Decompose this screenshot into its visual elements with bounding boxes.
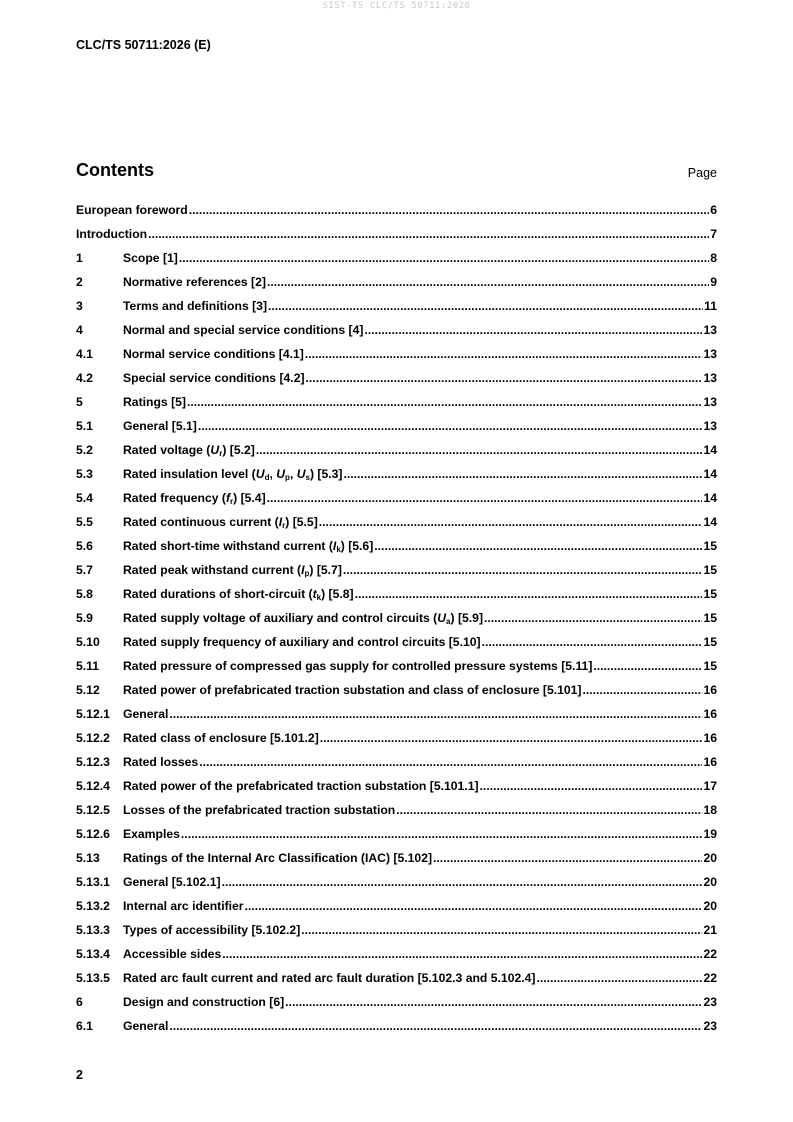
toc-dot-leader bbox=[148, 227, 709, 241]
toc-dot-leader bbox=[199, 755, 702, 769]
toc-entry-title: Rated short-time withstand current $(I_k)$ [5.6] bbox=[123, 539, 374, 554]
toc-entry-title: Normative references [2] bbox=[123, 275, 266, 289]
toc-entry-number: 5.4 bbox=[76, 491, 93, 505]
toc-dot-leader bbox=[593, 659, 702, 673]
toc-entry-page: 18 bbox=[703, 803, 717, 817]
toc-entry-page: 15 bbox=[703, 563, 717, 577]
toc-entry[interactable] bbox=[76, 995, 717, 1019]
toc-entry[interactable] bbox=[76, 635, 717, 659]
toc-entry-title: General [5.1] bbox=[123, 419, 197, 433]
toc-entry[interactable] bbox=[76, 539, 717, 563]
toc-entry-number: 5.13.2 bbox=[76, 899, 110, 913]
toc-entry[interactable] bbox=[76, 827, 717, 851]
toc-entry-number: 5 bbox=[76, 395, 83, 409]
toc-entry-number: 5.13 bbox=[76, 851, 100, 865]
toc-entry[interactable] bbox=[76, 611, 717, 635]
toc-entry-number: 6 bbox=[76, 995, 83, 1009]
toc-entry[interactable] bbox=[76, 347, 717, 371]
toc-entry[interactable] bbox=[76, 755, 717, 779]
toc-entry-page: 20 bbox=[703, 851, 717, 865]
toc-entry-number: 5.12.4 bbox=[76, 779, 110, 793]
toc-entry-page: 15 bbox=[703, 611, 717, 625]
toc-entry-page: 9 bbox=[710, 275, 717, 289]
toc-entry[interactable] bbox=[76, 707, 717, 731]
toc-dot-leader bbox=[343, 563, 703, 577]
toc-entry-page: 8 bbox=[710, 251, 717, 265]
toc-entry-number: 5.9 bbox=[76, 611, 93, 625]
toc-entry-page: 15 bbox=[703, 587, 717, 601]
toc-entry-page: 16 bbox=[703, 755, 717, 769]
watermark: SIST-TS CLC/TS 50711:2026 bbox=[322, 1, 471, 11]
toc-dot-leader bbox=[245, 899, 703, 913]
toc-entry-page: 19 bbox=[703, 827, 717, 841]
toc-dot-leader bbox=[285, 995, 702, 1009]
toc-entry-number: 5.13.4 bbox=[76, 947, 110, 961]
toc-entry-page: 14 bbox=[703, 515, 717, 529]
toc-entry-page: 15 bbox=[703, 659, 717, 673]
toc-entry-page: 22 bbox=[703, 947, 717, 961]
toc-entry-number: 5.13.1 bbox=[76, 875, 110, 889]
toc-entry-number: 5.1 bbox=[76, 419, 93, 433]
toc-dot-leader bbox=[480, 779, 703, 793]
page-number: 2 bbox=[76, 1068, 83, 1082]
page-column-label: Page bbox=[687, 166, 717, 180]
toc-entry-title: General [5.102.1] bbox=[123, 875, 221, 889]
toc-entry-number: 3 bbox=[76, 299, 83, 313]
toc-entry-page: 21 bbox=[703, 923, 717, 937]
toc-dot-leader bbox=[484, 611, 702, 625]
toc-dot-leader bbox=[169, 707, 702, 721]
toc-entry-number: 5.12.1 bbox=[76, 707, 110, 721]
toc-entry[interactable] bbox=[76, 203, 717, 227]
toc-entry-page: 17 bbox=[703, 779, 717, 793]
toc-entry-number: 5.12.2 bbox=[76, 731, 110, 745]
toc-entry[interactable] bbox=[76, 779, 717, 803]
toc-entry-number: 5.2 bbox=[76, 443, 93, 457]
toc-entry-page: 23 bbox=[703, 1019, 717, 1033]
toc-entry-title: Special service conditions [4.2] bbox=[123, 371, 305, 385]
toc-entry-page: 13 bbox=[703, 347, 717, 361]
toc-entry[interactable] bbox=[76, 971, 717, 995]
toc-entry-title: Rated supply voltage of auxiliary and control circuits $(U_a)$ [5.9] bbox=[123, 611, 484, 626]
toc-entry-page: 22 bbox=[703, 971, 717, 985]
toc-entry-number: 5.13.5 bbox=[76, 971, 110, 985]
document-id: CLC/TS 50711:2026 (E) bbox=[76, 38, 211, 52]
toc-entry-title: Ratings of the Internal Arc Classification (IAC) [5.102] bbox=[123, 851, 433, 865]
toc-dot-leader bbox=[536, 971, 702, 985]
toc-dot-leader bbox=[181, 827, 703, 841]
toc-entry-number: 4 bbox=[76, 323, 83, 337]
toc-entry-title: European foreword bbox=[76, 203, 188, 217]
toc-entry-title: Rated peak withstand current $(I_p)$ [5.7] bbox=[123, 563, 342, 578]
toc-entry-page: 16 bbox=[703, 707, 717, 721]
toc-entry-number: 5.12 bbox=[76, 683, 100, 697]
toc-entry-page: 13 bbox=[703, 371, 717, 385]
toc-dot-leader bbox=[187, 395, 702, 409]
toc-entry[interactable] bbox=[76, 227, 717, 251]
toc-entry-title: Normal service conditions [4.1] bbox=[123, 347, 304, 361]
toc-entry[interactable] bbox=[76, 251, 717, 275]
toc-entry[interactable] bbox=[76, 803, 717, 827]
toc-dot-leader bbox=[179, 251, 709, 265]
toc-entry[interactable] bbox=[76, 659, 717, 683]
toc-dot-leader bbox=[364, 323, 702, 337]
toc-dot-leader bbox=[433, 851, 702, 865]
toc-entry-number: 5.8 bbox=[76, 587, 93, 601]
toc-entry-number: 5.11 bbox=[76, 659, 100, 673]
toc-entry-title: Rated continuous current $(I_r)$ [5.5] bbox=[123, 515, 318, 530]
toc-dot-leader bbox=[169, 1019, 702, 1033]
toc-entry-number: 2 bbox=[76, 275, 83, 289]
toc-entry-title: Ratings [5] bbox=[123, 395, 186, 409]
toc-entry-title: Rated losses bbox=[123, 755, 199, 769]
toc-entry-title: Examples bbox=[123, 827, 180, 841]
toc-entry[interactable] bbox=[76, 323, 717, 347]
toc-entry-page: 13 bbox=[703, 419, 717, 433]
toc-entry-title: Types of accessibility [5.102.2] bbox=[123, 923, 301, 937]
toc-dot-leader bbox=[320, 731, 703, 745]
toc-entry-title: Scope [1] bbox=[123, 251, 178, 265]
toc-entry-title: Rated insulation level ($U_d$, $U_p$, $U_s$) [5.3] bbox=[123, 467, 343, 482]
toc-entry-number: 5.7 bbox=[76, 563, 93, 577]
toc-dot-leader bbox=[222, 947, 702, 961]
toc-entry[interactable] bbox=[76, 395, 717, 419]
toc-dot-leader bbox=[198, 419, 703, 433]
toc-entry-number: 4.1 bbox=[76, 347, 93, 361]
toc-entry-title: Rated durations of short-circuit $(t_k)$ [5.8] bbox=[123, 587, 354, 602]
toc-entry[interactable] bbox=[76, 563, 717, 587]
toc-entry[interactable] bbox=[76, 299, 717, 323]
toc-entry-page: 23 bbox=[703, 995, 717, 1009]
toc-dot-leader bbox=[482, 635, 703, 649]
toc-entry-title: Rated pressure of compressed gas supply for controlled pressure systems [5.11] bbox=[123, 659, 593, 673]
toc-dot-leader bbox=[268, 299, 703, 313]
toc-entry-page: 15 bbox=[703, 539, 717, 553]
toc-entry[interactable] bbox=[76, 923, 717, 947]
toc-dot-leader bbox=[396, 803, 702, 817]
toc-entry-page: 7 bbox=[710, 227, 717, 241]
toc-entry[interactable] bbox=[76, 683, 717, 707]
toc-entry-title: Losses of the prefabricated traction substation bbox=[123, 803, 396, 817]
toc-entry[interactable] bbox=[76, 1019, 717, 1043]
toc-entry-page: 16 bbox=[703, 731, 717, 745]
toc-dot-leader bbox=[355, 587, 703, 601]
toc-entry-number: 5.12.3 bbox=[76, 755, 110, 769]
toc-entry-title: Rated frequency $(f_r)$ [5.4] bbox=[123, 491, 266, 506]
toc-entry-title: Accessible sides bbox=[123, 947, 222, 961]
toc-entry[interactable] bbox=[76, 875, 717, 899]
toc-entry-page: 11 bbox=[704, 299, 717, 313]
toc-entry[interactable] bbox=[76, 371, 717, 395]
toc-entry-number: 5.12.6 bbox=[76, 827, 110, 841]
toc-entry[interactable] bbox=[76, 731, 717, 755]
toc-dot-leader bbox=[267, 491, 703, 505]
toc-entry-title: Rated supply frequency of auxiliary and control circuits [5.10] bbox=[123, 635, 481, 649]
toc-entry[interactable] bbox=[76, 899, 717, 923]
toc-entry-title: Design and construction [6] bbox=[123, 995, 285, 1009]
toc-entry[interactable] bbox=[76, 947, 717, 971]
toc-entry-number: 5.6 bbox=[76, 539, 93, 553]
toc-entry-number: 4.2 bbox=[76, 371, 93, 385]
toc-entry-page: 14 bbox=[703, 467, 717, 481]
toc-entry-title: Rated class of enclosure [5.101.2] bbox=[123, 731, 319, 745]
toc-dot-leader bbox=[344, 467, 703, 481]
toc-dot-leader bbox=[267, 275, 709, 289]
toc-entry-page: 13 bbox=[703, 323, 717, 337]
table-of-contents bbox=[76, 203, 717, 1043]
toc-entry-page: 14 bbox=[703, 443, 717, 457]
toc-entry-page: 20 bbox=[703, 875, 717, 889]
toc-entry-number: 1 bbox=[76, 251, 83, 265]
toc-dot-leader bbox=[189, 203, 709, 217]
toc-entry-number: 5.5 bbox=[76, 515, 93, 529]
toc-entry-page: 14 bbox=[703, 491, 717, 505]
toc-entry-title: Rated power of prefabricated traction substation and class of enclosure [5.101] bbox=[123, 683, 582, 697]
toc-entry-title: Rated power of the prefabricated traction substation [5.101.1] bbox=[123, 779, 479, 793]
toc-entry-title: General bbox=[123, 1019, 169, 1033]
toc-entry[interactable] bbox=[76, 443, 717, 467]
toc-dot-leader bbox=[256, 443, 703, 457]
toc-entry-page: 15 bbox=[703, 635, 717, 649]
toc-entry[interactable] bbox=[76, 587, 717, 611]
toc-entry-number: 6.1 bbox=[76, 1019, 93, 1033]
toc-entry-title: Internal arc identifier bbox=[123, 899, 244, 913]
toc-entry[interactable] bbox=[76, 467, 717, 491]
toc-entry[interactable] bbox=[76, 491, 717, 515]
toc-dot-leader bbox=[306, 371, 703, 385]
toc-entry-page: 20 bbox=[703, 899, 717, 913]
toc-dot-leader bbox=[222, 875, 703, 889]
contents-heading: Contents bbox=[76, 160, 154, 180]
toc-entry[interactable] bbox=[76, 419, 717, 443]
toc-entry-page: 6 bbox=[710, 203, 717, 217]
toc-entry-number: 5.13.3 bbox=[76, 923, 110, 937]
toc-entry-title: Terms and definitions [3] bbox=[123, 299, 268, 313]
toc-entry-number: 5.10 bbox=[76, 635, 100, 649]
toc-dot-leader bbox=[305, 347, 703, 361]
toc-entry-number: 5.12.5 bbox=[76, 803, 110, 817]
toc-entry-title: General bbox=[123, 707, 169, 721]
toc-entry-title: Introduction bbox=[76, 227, 148, 241]
toc-entry[interactable] bbox=[76, 275, 717, 299]
toc-entry-number: 5.3 bbox=[76, 467, 93, 481]
toc-entry[interactable] bbox=[76, 515, 717, 539]
toc-entry[interactable] bbox=[76, 851, 717, 875]
toc-dot-leader bbox=[583, 683, 703, 697]
toc-dot-leader bbox=[374, 539, 702, 553]
toc-entry-title: Normal and special service conditions [4] bbox=[123, 323, 364, 337]
toc-entry-title: Rated arc fault current and rated arc fault duration [5.102.3 and 5.102.4] bbox=[123, 971, 536, 985]
toc-dot-leader bbox=[319, 515, 703, 529]
toc-entry-title: Rated voltage $(U_r)$ [5.2] bbox=[123, 443, 255, 458]
toc-dot-leader bbox=[301, 923, 702, 937]
toc-entry-page: 13 bbox=[703, 395, 717, 409]
toc-entry-page: 16 bbox=[703, 683, 717, 697]
